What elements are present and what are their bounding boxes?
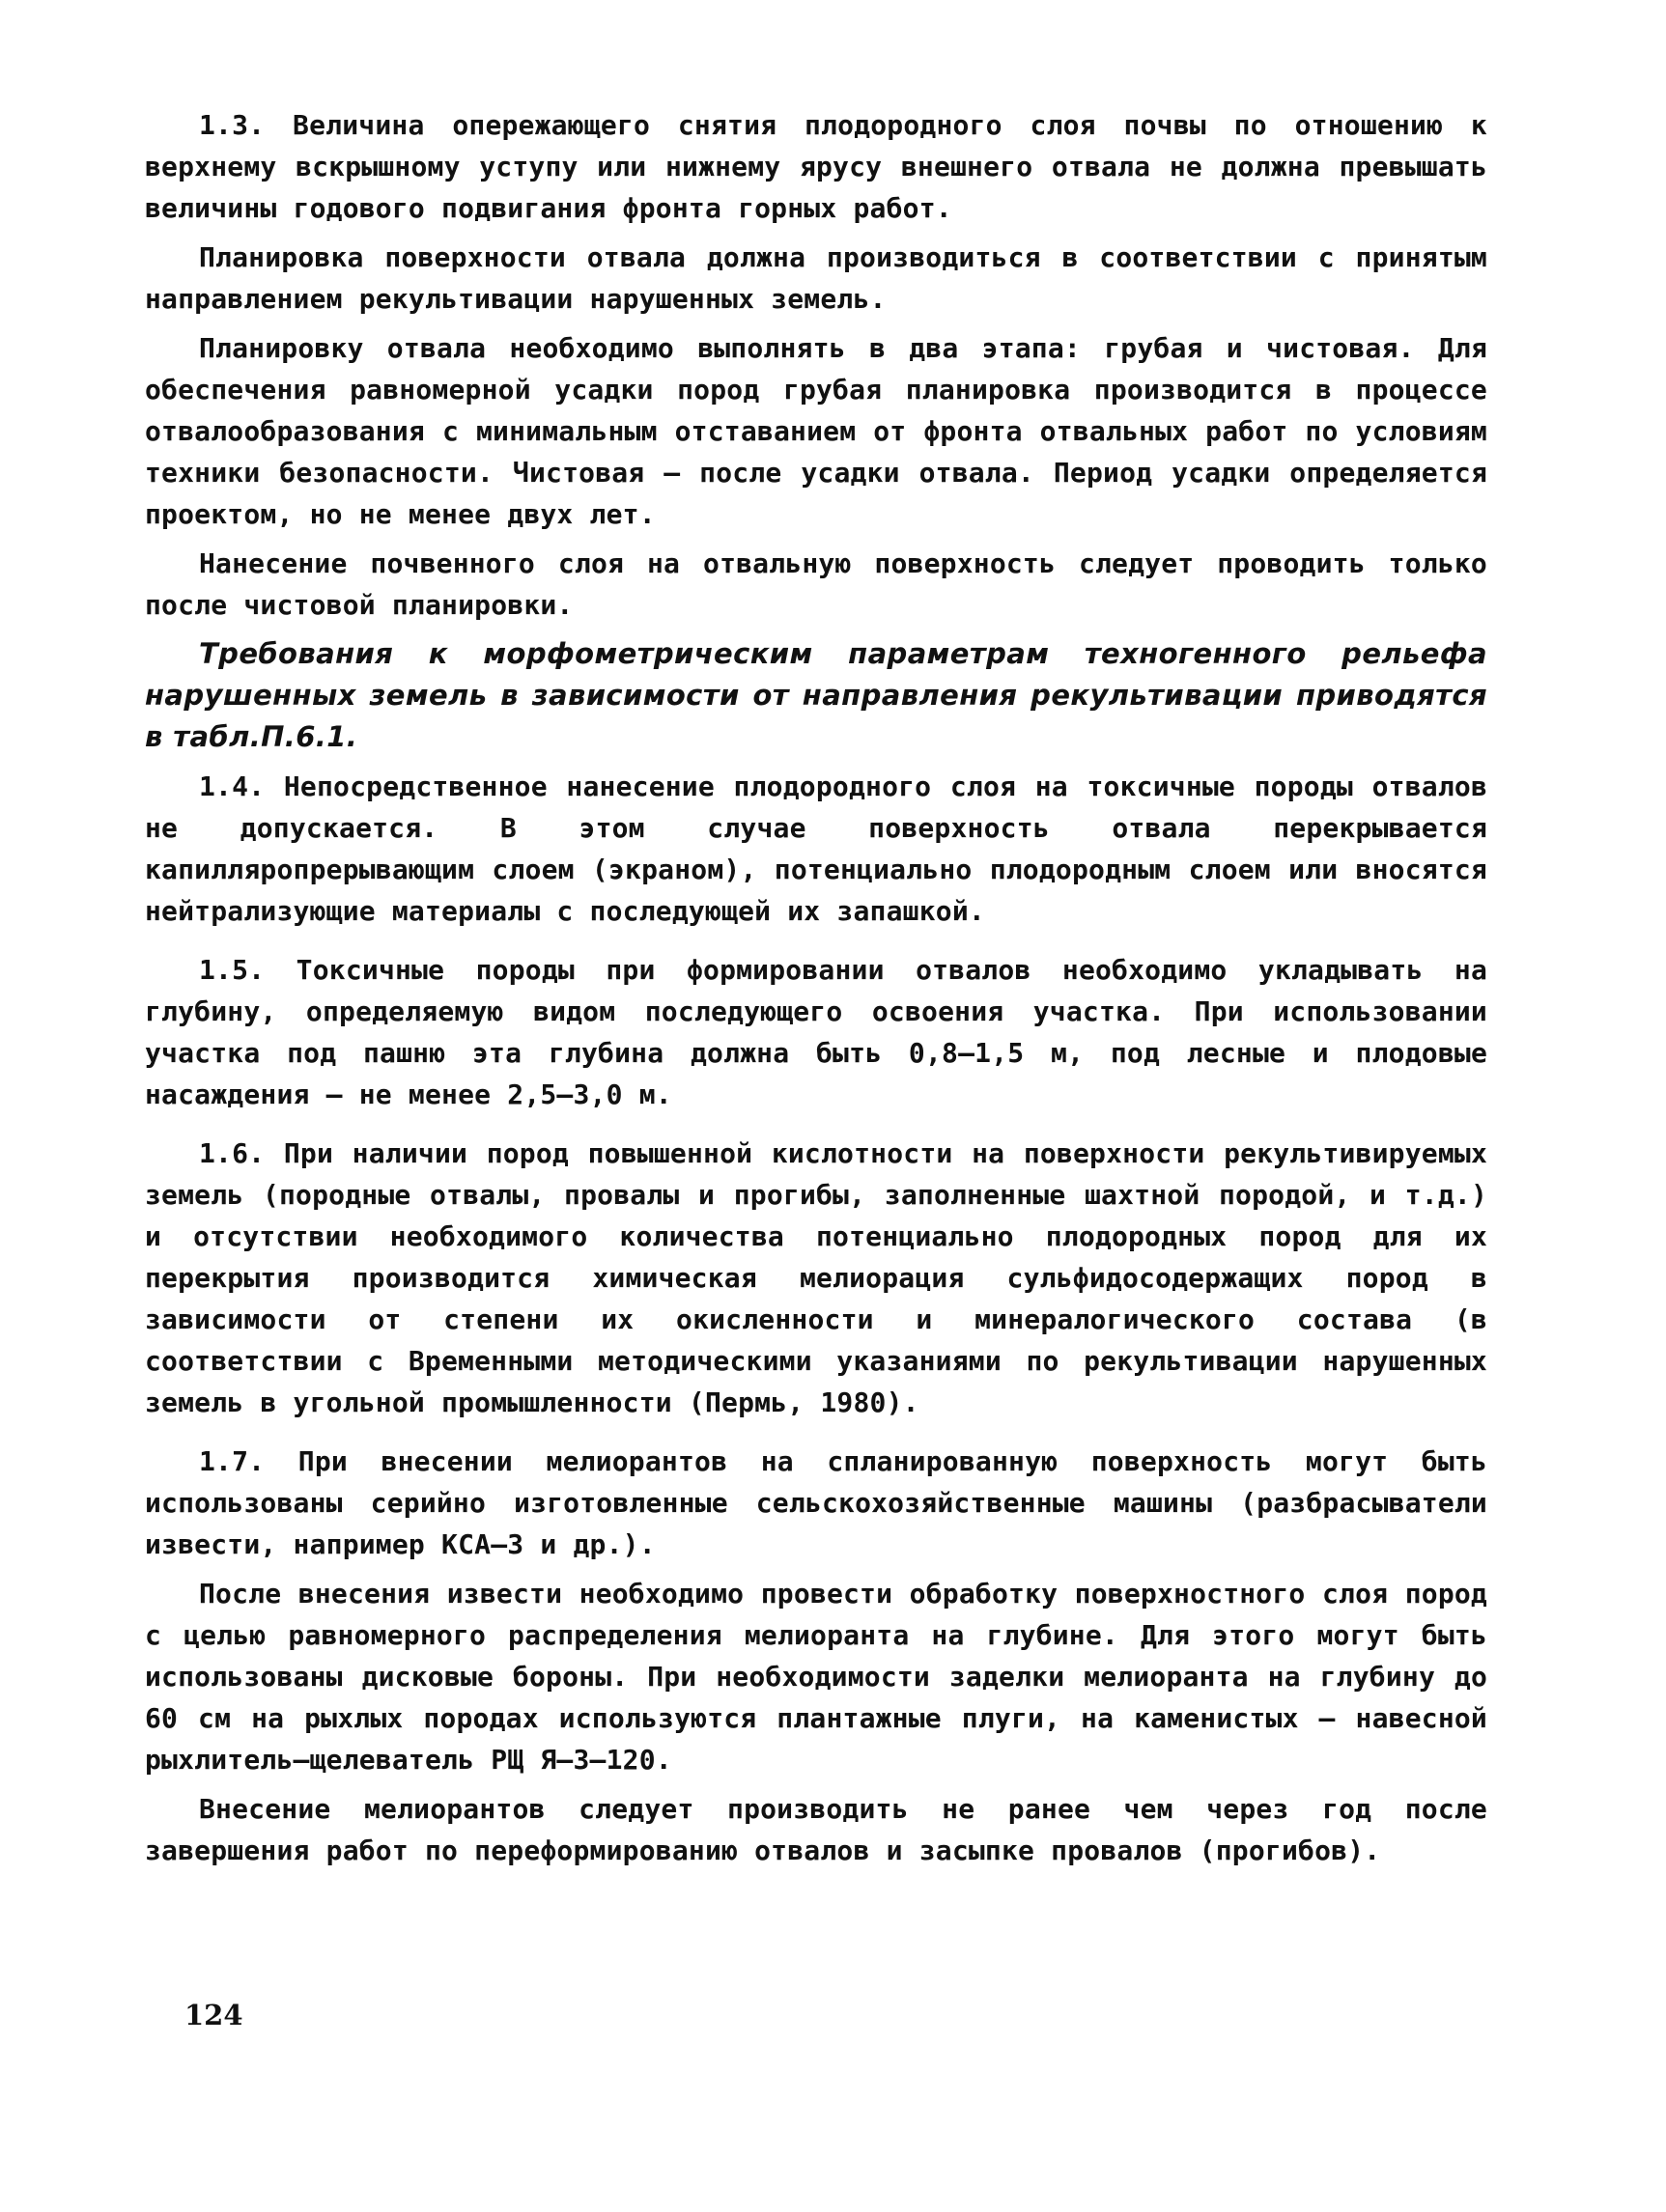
paragraph-1-3: 1.3. Величина опережающего снятия плодородного слоя почвы по отношению к верхнему вскрышному уступу или нижнему ярусу внешнего отвала не должна превышать величины годового подвигания фронта горных работ. — [145, 109, 1487, 224]
page-number: 124 — [184, 1999, 243, 2031]
paragraph-lime-treatment: После внесения извести необходимо провести обработку поверхностного слоя пород с целью равномерного распределения мелиоранта на глубине. Для этого могут быть использованы дисковые бороны. При необходимости заделки мелиоранта на глубину до 60 см на рыхлых породах используются плантажные плуги, на каменистых – навесной рыхлитель–щелеватель РЩ Я–3–120. — [145, 1578, 1487, 1776]
paragraph-soil-application: Нанесение почвенного слоя на отвальную поверхность следует проводить только после чистовой планировки. — [145, 547, 1487, 621]
main-text — [145, 104, 1487, 1871]
paragraph-1-4: 1.4. Непосредственное нанесение плодородного слоя на токсичные породы отвалов не допускается. В этом случае поверхность отвала перекрывается капилляропрерывающим слоем (экраном), потенциально плодородным слоем или вносятся нейтрализующие материалы с последующей их запашкой. — [145, 770, 1487, 927]
paragraph-1-6: 1.6. При наличии пород повышенной кислотности на поверхности рекультивируемых земель (породные отвалы, провалы и прогибы, заполненные шахтной породой, и т.д.) и отсутствии необходимого количества потенциально плодородных пород для их перекрытия производится химическая мелиорация сульфидосодержащих пород в зависимости от степени их окисленности и минералогического состава (в соответствии с Временными методическими указаниями по рекультивации нарушенных земель в угольной промышленности (Пермь, 1980). — [145, 1137, 1487, 1418]
paragraph-1-5: 1.5. Токсичные породы при формировании отвалов необходимо укладывать на глубину, определяемую видом последующего освоения участка. При использовании участка под пашню эта глубина должна быть 0,8–1,5 м, под лесные и плодовые насаждения – не менее 2,5–3,0 м. — [145, 954, 1487, 1110]
paragraph-planning-surface: Планировка поверхности отвала должна производиться в соответствии с принятым направлением рекультивации нарушенных земель. — [145, 241, 1487, 315]
paragraph-planning-stages: Планировку отвала необходимо выполнять в два этапа: грубая и чистовая. Для обеспечения равномерной усадки пород грубая планировка производится в процессе отвалообразования с минимальным отставанием от фронта отвальных работ по условиям техники безопасности. Чистовая – после усадки отвала. Период усадки определяется проектом, но не менее двух лет. — [145, 332, 1487, 530]
paragraph-morphometric-requirements: Требования к морфометрическим параметрам техногенного рельефа нарушенных земель в зависимости от направления рекультивации приводятся в табл.П.6.1. — [145, 637, 1487, 753]
paragraph-1-7: 1.7. При внесении мелиорантов на спланированную поверхность могут быть использованы серийно изготовленные сельскохозяйственные машины (разбрасыватели извести, например КСА–3 и др.). — [145, 1445, 1487, 1560]
paragraph-ameliorant-timing: Внесение мелиорантов следует производить не ранее чем через год после завершения работ по переформированию отвалов и засыпке провалов (прогибов). — [145, 1793, 1487, 1866]
